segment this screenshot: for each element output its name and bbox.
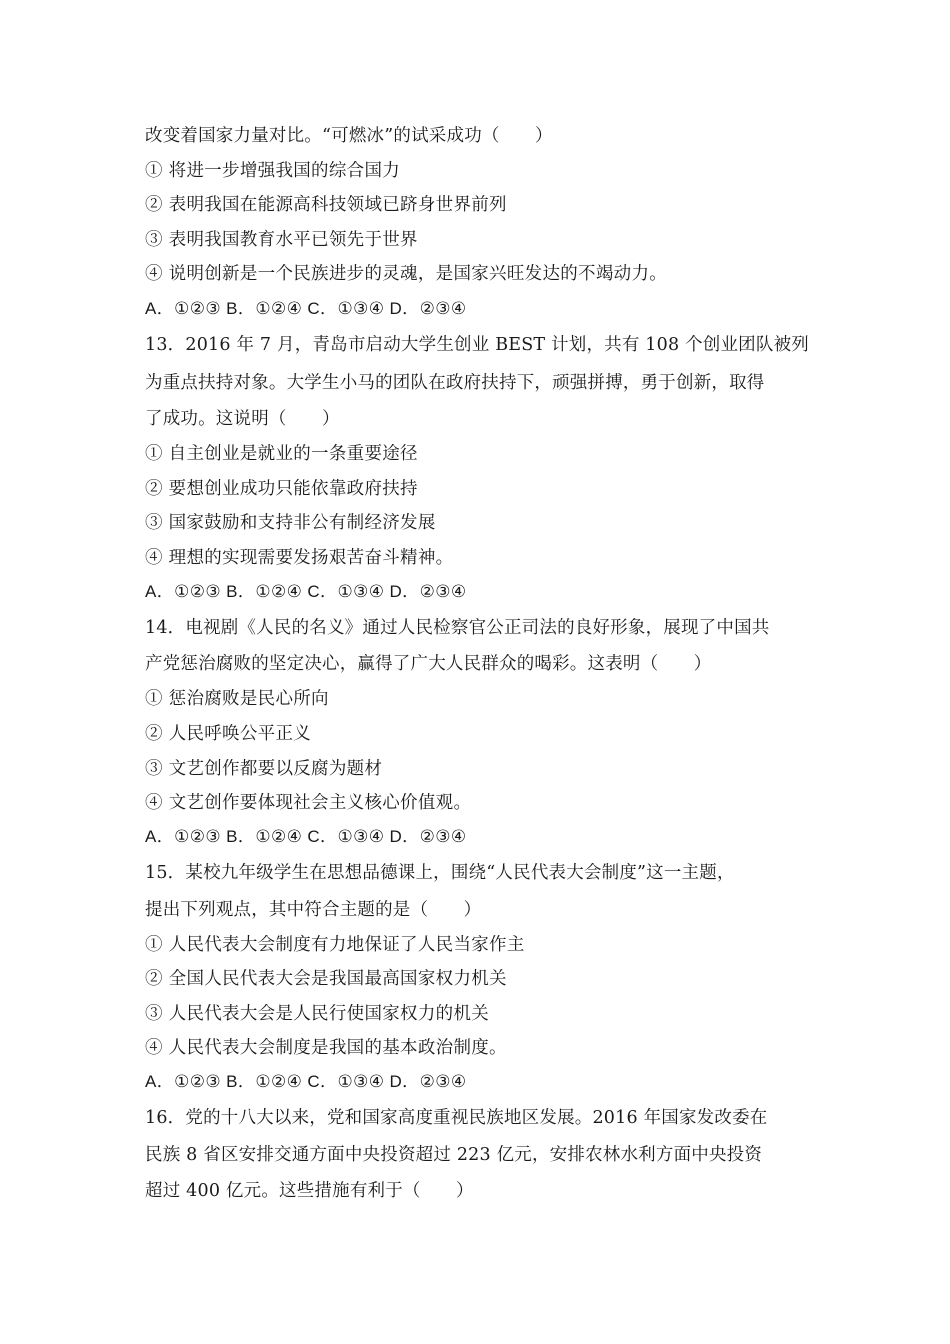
q14-stem-line-2: 产党惩治腐败的坚定决心，赢得了广大人民群众的喝彩。这表明（ ） <box>145 654 712 674</box>
q15-option-1: ① 人民代表大会制度有力地保证了人民当家作主 <box>145 935 525 955</box>
q16-stem-line-3: 超过 400 亿元。这些措施有利于（ ） <box>145 1181 474 1201</box>
q14-option-2: ② 人民呼唤公平正义 <box>145 724 312 744</box>
q15-stem-line-2: 提出下列观点，其中符合主题的是（ ） <box>145 900 482 920</box>
q13-stem-line-1: 13．2016 年 7 月，青岛市启动大学生创业 BEST 计划，共有 108 个创业团队被列 <box>145 335 809 355</box>
q15-option-3: ③ 人民代表大会是人民行使国家权力的机关 <box>145 1004 490 1024</box>
q12-answer-choices: A．①②③ B．①②④ C．①③④ D．②③④ <box>145 299 467 318</box>
q12-option-2: ② 表明我国在能源高科技领域已跻身世界前列 <box>145 195 507 215</box>
q15-option-2: ② 全国人民代表大会是我国最高国家权力机关 <box>145 969 507 989</box>
q16-stem-line-1: 16．党的十八大以来，党和国家高度重视民族地区发展。2016 年国家发改委在 <box>145 1108 768 1128</box>
q14-option-3: ③ 文艺创作都要以反腐为题材 <box>145 759 383 779</box>
q12-option-3: ③ 表明我国教育水平已领先于世界 <box>145 230 418 250</box>
q14-stem-line-1: 14．电视剧《人民的名义》通过人民检察官公正司法的良好形象，展现了中国共 <box>145 618 770 638</box>
q13-option-3: ③ 国家鼓励和支持非公有制经济发展 <box>145 513 436 533</box>
q13-stem-line-3: 了成功。这说明（ ） <box>145 409 340 429</box>
q15-option-4: ④ 人民代表大会制度是我国的基本政治制度。 <box>145 1038 507 1058</box>
q13-option-2: ② 要想创业成功只能依靠政府扶持 <box>145 479 418 499</box>
q12-stem: 改变着国家力量对比。“可燃冰”的试采成功（ ） <box>145 126 553 146</box>
q14-option-1: ① 惩治腐败是民心所向 <box>145 689 329 709</box>
q12-option-1: ① 将进一步增强我国的综合国力 <box>145 161 401 181</box>
q16-stem-line-2: 民族 8 省区安排交通方面中央投资超过 223 亿元，安排农林水利方面中央投资 <box>145 1145 763 1165</box>
q14-option-4: ④ 文艺创作要体现社会主义核心价值观。 <box>145 793 472 813</box>
q13-answer-choices: A．①②③ B．①②④ C．①③④ D．②③④ <box>145 582 467 601</box>
q15-stem-line-1: 15．某校九年级学生在思想品德课上，围绕“人民代表大会制度”这一主题， <box>145 863 735 883</box>
q14-answer-choices: A．①②③ B．①②④ C．①③④ D．②③④ <box>145 827 467 846</box>
q13-stem-line-2: 为重点扶持对象。大学生小马的团队在政府扶持下，顽强拼搏，勇于创新，取得 <box>145 373 765 393</box>
q12-option-4: ④ 说明创新是一个民族进步的灵魂，是国家兴旺发达的不竭动力。 <box>145 264 668 284</box>
q15-answer-choices: A．①②③ B．①②④ C．①③④ D．②③④ <box>145 1072 467 1091</box>
q13-option-1: ① 自主创业是就业的一条重要途径 <box>145 444 418 464</box>
q13-option-4: ④ 理想的实现需要发扬艰苦奋斗精神。 <box>145 548 454 568</box>
